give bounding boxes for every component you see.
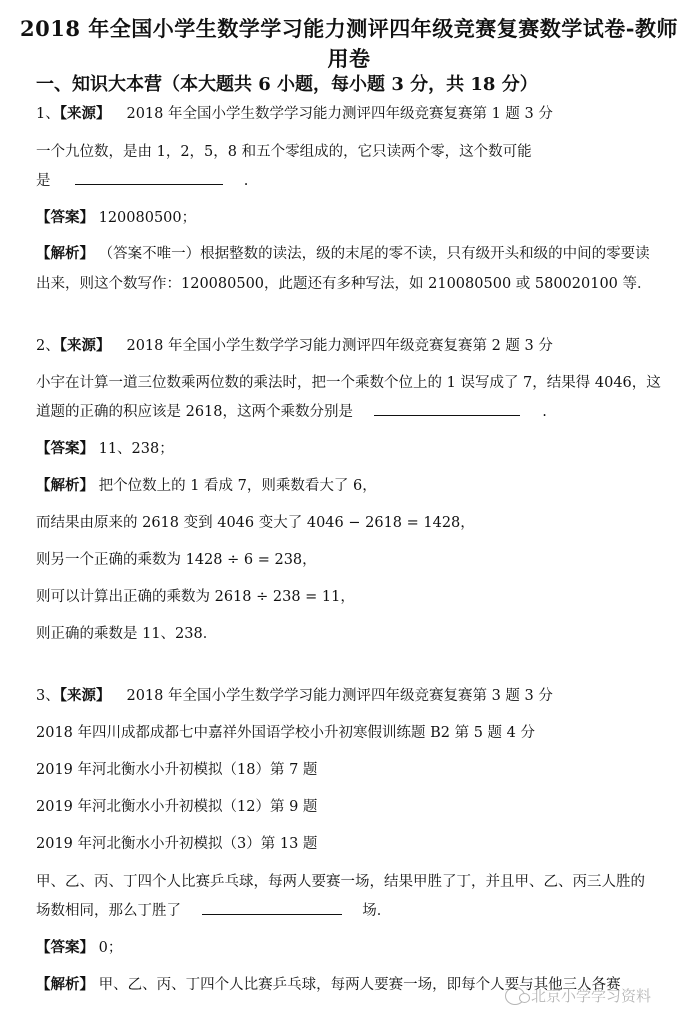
q3-stem-suffix: 场． [362,903,392,919]
q3-source-line-2: 2018 年四川成都成都七中嘉祥外国语学校小升初寒假训练题 B2 第 5 题 4 分 [36,725,535,741]
q2-analysis-line-2: 而结果由原来的 2618 变到 4046 变大了 4046 − 2618 = 1428， [36,515,475,531]
q1-number: 1、 [36,106,60,122]
q3-source-tag: 【来源】 [59,687,111,704]
q3-number: 3、 [36,688,60,704]
q1-answer-blank [75,170,223,185]
q1-analysis-line-1 [36,243,668,265]
q3-stem-line-1: 甲、乙、丙、丁四个人比赛乒乓球，每两人要赛一场，结果甲胜了丁，并且甲、乙、丙三人胜的 [36,874,645,890]
q1-source: 2018 年全国小学生数学学习能力测评四年级竞赛复赛第 1 题 3 分 [126,106,553,122]
q1-source-line [36,103,668,125]
q2-source-tag: 【来源】 [59,337,111,354]
q1-stem-suffix: . [243,173,249,189]
q2-analysis-line-1 [36,475,668,497]
q1-stem-line-2 [36,170,668,192]
q3-source-line [36,685,668,707]
q2-answer-tag: 【答案】 [36,440,94,457]
q2-stem-prefix: 道题的正确的积应该是 2618，这两个乘数分别是 [36,404,354,420]
q3-answer-blank [202,900,342,915]
q3-analysis-tag: 【解析】 [36,976,94,993]
q2-source: 2018 年全国小学生数学学习能力测评四年级竞赛复赛第 2 题 3 分 [126,338,553,354]
q3-stem-line-2 [36,900,668,922]
q1-answer: 120080500； [98,210,197,226]
q3-source-line-3: 2019 年河北衡水小升初模拟（18）第 7 题 [36,762,318,778]
q2-answer-line [36,438,668,460]
q1-analysis-line-2: 出来，则这个数写作：120080500，此题还有多种写法，如 210080500 或 580020100 等． [36,276,652,292]
q2-analysis-tag: 【解析】 [36,477,94,494]
title-line-2: 用卷 [327,46,371,71]
q3-analysis-text: 甲、乙、丙、丁四个人比赛乒乓球，每两人要赛一场，即每个人要与其他三人各赛 [98,977,621,993]
q2-analysis-line-3: 则另一个正确的乘数为 1428 ÷ 6 = 238， [36,552,317,568]
q1-answer-line [36,207,668,229]
q1-analysis-tag: 【解析】 [36,245,94,262]
q2-stem-suffix: . [542,404,547,420]
q2-source-line [36,335,668,357]
q2-stem-line-2 [36,401,668,423]
q3-answer-line [36,937,668,959]
q3-answer-tag: 【答案】 [36,939,94,956]
q3-answer: 0； [98,940,123,956]
q2-answer: 11、238； [98,441,174,457]
title-line-1: 2018 年全国小学生数学学习能力测评四年级竞赛复赛数学试卷-教师 [20,16,678,41]
q1-stem-prefix: 是 [36,173,51,189]
q1-source-tag: 【来源】 [59,105,111,122]
q2-stem-line-1: 小宇在计算一道三位数乘两位数的乘法时，把一个乘数个位上的 1 误写成了 7，结果得 4046，这 [36,375,661,391]
q3-source-line-5: 2019 年河北衡水小升初模拟（3）第 13 题 [36,836,318,852]
q2-analysis-line-5: 则正确的乘数是 11、238． [36,626,218,642]
document-title [0,14,698,74]
q1-stem-line-1: 一个九位数，是由 1，2，5，8 和五个零组成的，它只读两个零，这个数可能 [36,144,532,160]
q2-analysis-line-4: 则可以计算出正确的乘数为 2618 ÷ 238 = 11， [36,589,355,605]
watermark [505,985,651,1006]
q2-answer-blank [374,401,520,416]
q2-number: 2、 [36,338,60,354]
watermark-text: 北京小学学习资料 [531,987,652,1005]
q2-analysis-text: 把个位数上的 1 看成 7，则乘数看大了 6， [98,478,377,494]
q3-source: 2018 年全国小学生数学学习能力测评四年级竞赛复赛第 3 题 3 分 [126,688,553,704]
wechat-icon [505,987,525,1005]
q1-answer-tag: 【答案】 [36,209,94,226]
q3-source-line-4: 2019 年河北衡水小升初模拟（12）第 9 题 [36,799,318,815]
q1-analysis-text: （答案不唯一）根据整数的读法，级的末尾的零不读，只有级开头和级的中间的零要读 [98,246,650,262]
section-heading: 一、知识大本营（本大题共 6 小题，每小题 3 分，共 18 分） [36,74,538,95]
q3-stem-prefix: 场数相同，那么丁胜了 [36,903,181,919]
